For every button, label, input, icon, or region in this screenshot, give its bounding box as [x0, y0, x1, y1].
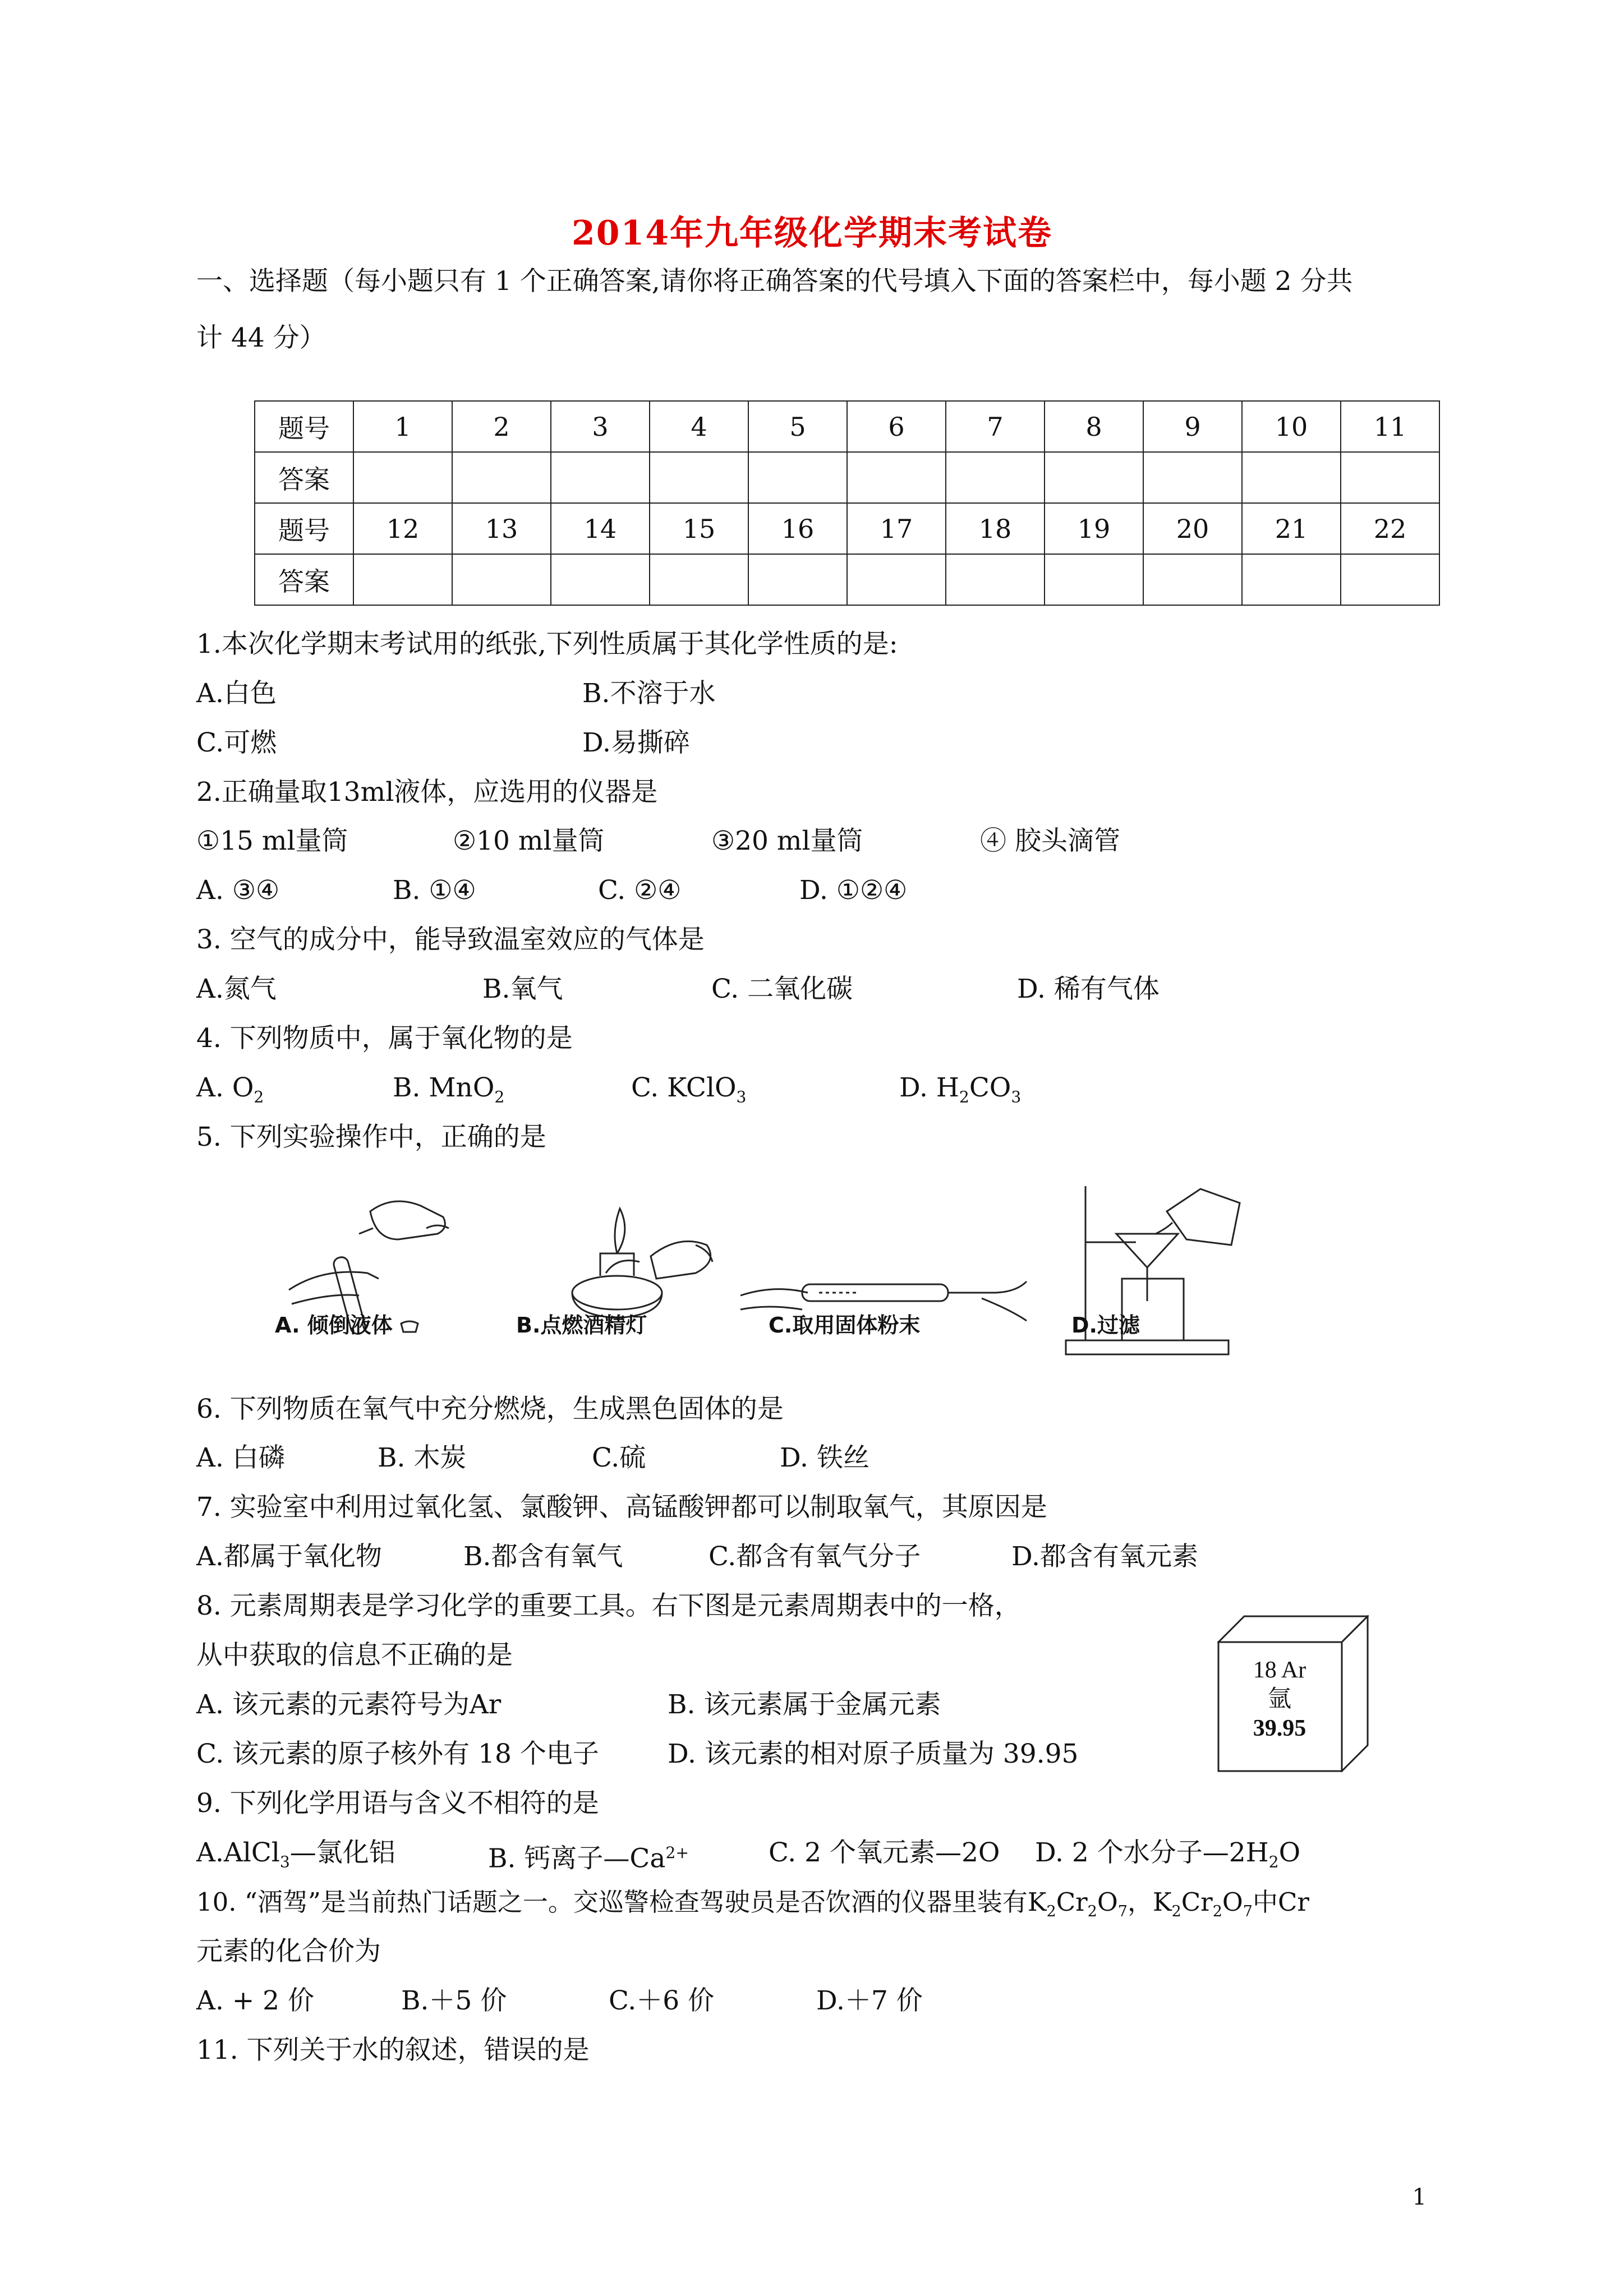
q10-text: O [1097, 1887, 1118, 1917]
periodic-table-cell [1217, 1615, 1369, 1772]
answer-cell[interactable] [1045, 452, 1143, 503]
q2-option-a: A. ③④ [196, 875, 280, 906]
q1-option-a: A.白色 [196, 678, 277, 709]
question-number-cell: 20 [1143, 503, 1242, 554]
answer-cell[interactable] [847, 554, 946, 605]
q4-d-sub1: 2 [959, 1087, 969, 1106]
q2-option-b: B. ①④ [393, 875, 476, 906]
q4-option-d [899, 1071, 1021, 1114]
q10-text: O [1222, 1887, 1243, 1917]
q9-d-post: O [1278, 1837, 1301, 1868]
answer-cell[interactable] [1341, 554, 1439, 605]
question-number-cell: 15 [650, 503, 748, 554]
q5-label-c: C.取用固体粉末 [769, 1313, 921, 1338]
question-number-cell: 18 [946, 503, 1045, 554]
question-4-stem: 4. 下列物质中，属于氧化物的是 [196, 1023, 573, 1054]
q4-option-a [196, 1071, 264, 1114]
table-row [255, 503, 1439, 554]
q2-item-2: ②10 ml量筒 [453, 826, 605, 856]
question-6-stem: 6. 下列物质在氧气中充分燃烧，生成黑色固体的是 [196, 1394, 784, 1424]
question-number-cell: 9 [1143, 401, 1242, 452]
q2-option-d: D. ①②④ [799, 875, 908, 906]
q10-sub: 2 [1087, 1903, 1097, 1920]
table-row [255, 401, 1439, 452]
question-10-stem-line2: 元素的化合价为 [196, 1936, 381, 1967]
q6-option-d: D. 铁丝 [780, 1442, 869, 1473]
answer-cell[interactable] [650, 452, 748, 503]
alcohol-lamp-icon [572, 1209, 712, 1318]
q4-d-mid: CO [969, 1072, 1011, 1103]
row-label-question: 题号 [255, 503, 353, 554]
q1-option-b: B.不溶于水 [582, 678, 716, 709]
q5-label-d: D.过滤 [1071, 1313, 1140, 1338]
answer-cell[interactable] [1143, 554, 1242, 605]
question-10-stem-line1 [196, 1885, 1309, 1929]
answer-cell[interactable] [551, 452, 650, 503]
element-cell-text [1217, 1656, 1342, 1743]
q7-option-c: C.都含有氧气分子 [709, 1541, 921, 1572]
q10-text-end: 中Cr [1252, 1887, 1309, 1917]
q10-text: Cr [1056, 1887, 1088, 1917]
question-1-stem: 1.本次化学期末考试用的纸张,下列性质属于其化学性质的是: [196, 629, 898, 660]
element-atomic-mass: 39.95 [1253, 1716, 1306, 1741]
q7-option-b: B.都含有氧气 [463, 1541, 623, 1572]
answer-cell[interactable] [847, 452, 946, 503]
q2-item-1: ①15 ml量筒 [196, 826, 348, 856]
question-number-cell: 22 [1341, 503, 1439, 554]
question-7-stem: 7. 实验室中利用过氧化氢、氯酸钾、高锰酸钾都可以制取氧气，其原因是 [196, 1492, 1047, 1523]
q2-option-c: C. ②④ [598, 875, 682, 906]
q9-option-c: C. 2 个氧元素—2O [769, 1837, 1000, 1868]
answer-cell[interactable] [1242, 554, 1341, 605]
q9-d-sub: 2 [1268, 1852, 1279, 1871]
q10-option-c: C.＋6 价 [609, 1985, 715, 2016]
answer-cell[interactable] [452, 452, 551, 503]
q10-sub: 7 [1243, 1903, 1253, 1920]
question-number-cell: 3 [551, 401, 650, 452]
q10-text: Cr [1181, 1887, 1213, 1917]
question-number-cell: 7 [946, 401, 1045, 452]
q4-a-sub: 2 [254, 1087, 264, 1106]
question-8-stem-line1: 8. 元素周期表是学习化学的重要工具。右下图是元素周期表中的一格， [196, 1590, 1021, 1621]
q3-option-a: A.氮气 [196, 974, 277, 1004]
element-name: 氩 [1267, 1686, 1291, 1712]
q9-a-text: A.AlCl [196, 1837, 280, 1868]
answer-table [254, 400, 1440, 606]
q6-option-a: A. 白磷 [196, 1442, 285, 1473]
answer-cell[interactable] [452, 554, 551, 605]
q4-option-c [631, 1071, 746, 1114]
q8-option-d: D. 该元素的相对原子质量为 39.95 [668, 1739, 1079, 1769]
q9-b-sup: 2+ [665, 1843, 689, 1862]
q4-a-text: A. O [196, 1072, 254, 1103]
q4-d-text: D. H [899, 1072, 959, 1103]
question-number-cell: 5 [748, 401, 847, 452]
question-number-cell: 2 [452, 401, 551, 452]
question-number-cell: 16 [748, 503, 847, 554]
question-number-cell: 10 [1242, 401, 1341, 452]
q8-option-b: B. 该元素属于金属元素 [668, 1689, 941, 1720]
q6-option-b: B. 木炭 [378, 1442, 467, 1473]
q10-sub: 2 [1046, 1903, 1056, 1920]
q7-option-a: A.都属于氧化物 [196, 1541, 382, 1572]
answer-cell[interactable] [1045, 554, 1143, 605]
q9-a-post: —氯化铝 [289, 1837, 395, 1868]
q9-option-b [488, 1836, 689, 1876]
question-number-cell: 1 [353, 401, 452, 452]
question-number-cell: 21 [1242, 503, 1341, 554]
q9-option-d [1035, 1836, 1300, 1879]
question-2-stem: 2.正确量取13ml液体，应选用的仪器是 [196, 777, 658, 808]
answer-cell[interactable] [650, 554, 748, 605]
question-number-cell: 17 [847, 503, 946, 554]
q8-option-a: A. 该元素的元素符号为Ar [196, 1689, 502, 1720]
table-row [255, 554, 1439, 605]
q3-option-b: B.氧气 [482, 974, 563, 1004]
question-8-stem-line2: 从中获取的信息不正确的是 [196, 1640, 513, 1671]
question-number-cell: 14 [551, 503, 650, 554]
q10-option-b: B.＋5 价 [401, 1985, 507, 2016]
q9-option-a [196, 1836, 395, 1879]
q6-option-c: C.硫 [592, 1442, 646, 1473]
question-11-stem: 11. 下列关于水的叙述，错误的是 [196, 2035, 590, 2066]
q3-option-d: D. 稀有气体 [1017, 974, 1160, 1004]
answer-cell[interactable] [1143, 452, 1242, 503]
q7-option-d: D.都含有氧元素 [1011, 1541, 1198, 1572]
q1-option-d: D.易撕碎 [582, 727, 690, 758]
question-number-cell: 11 [1341, 401, 1439, 452]
row-label-answer: 答案 [255, 554, 353, 605]
page-title: 2014年九年级化学期末考试卷 [572, 214, 1052, 253]
answer-cell[interactable] [353, 452, 452, 503]
question-number-cell: 6 [847, 401, 946, 452]
q5-label-a: A. 倾倒液体 [275, 1313, 393, 1338]
answer-cell[interactable] [946, 452, 1045, 503]
element-number-symbol: 18 Ar [1253, 1657, 1306, 1683]
answer-cell[interactable] [946, 554, 1045, 605]
q1-option-c: C.可燃 [196, 727, 277, 758]
question-5-stem: 5. 下列实验操作中，正确的是 [196, 1122, 546, 1152]
q10-text-1: 10. “酒驾”是当前热门话题之一。交巡警检查驾驶员是否饮酒的仪器里装有K [196, 1887, 1047, 1917]
row-label-answer: 答案 [255, 452, 353, 503]
q10-sub: 2 [1171, 1903, 1181, 1920]
answer-cell[interactable] [748, 554, 847, 605]
q10-sub: 7 [1117, 1903, 1128, 1920]
row-label-question: 题号 [255, 401, 353, 452]
q10-option-a: A. + 2 价 [196, 1985, 314, 2016]
page-number: 1 [1412, 2184, 1427, 2210]
q10-option-d: D.＋7 价 [816, 1985, 923, 2016]
q8-option-c: C. 该元素的原子核外有 18 个电子 [196, 1739, 599, 1769]
q10-sub: 2 [1212, 1903, 1222, 1920]
table-row [255, 452, 1439, 503]
q3-option-c: C. 二氧化碳 [711, 974, 853, 1004]
section-instructions-line1: 一、选择题（每小题只有 1 个正确答案,请你将正确答案的代号填入下面的答案栏中，每小题 2 分共 [196, 266, 1353, 297]
q9-a-sub: 3 [279, 1852, 290, 1871]
q4-c-text: C. KClO [631, 1072, 737, 1103]
question-3-stem: 3. 空气的成分中，能导致温室效应的气体是 [196, 924, 705, 955]
q2-item-3: ③20 ml量筒 [711, 826, 863, 856]
answer-cell[interactable] [1242, 452, 1341, 503]
question-number-cell: 19 [1045, 503, 1143, 554]
q4-d-sub2: 3 [1011, 1087, 1022, 1106]
question-number-cell: 4 [650, 401, 748, 452]
question-number-cell: 13 [452, 503, 551, 554]
q9-b-text: B. 钙离子—Ca [488, 1843, 666, 1874]
answer-cell[interactable] [353, 554, 452, 605]
q10-text: ，K [1127, 1887, 1172, 1917]
q9-d-text: D. 2 个水分子—2H [1035, 1837, 1269, 1868]
q4-c-sub: 3 [736, 1087, 747, 1106]
question-number-cell: 8 [1045, 401, 1143, 452]
section-instructions-line2: 计 44 分） [196, 322, 326, 353]
q4-b-sub: 2 [494, 1087, 505, 1106]
question-9-stem: 9. 下列化学用语与含义不相符的是 [196, 1788, 599, 1819]
q5-label-b: B.点燃酒精灯 [516, 1313, 647, 1338]
question-number-cell: 12 [353, 503, 452, 554]
answer-cell[interactable] [748, 452, 847, 503]
q2-item-4: ④ 胶头滴管 [980, 826, 1120, 856]
answer-cell[interactable] [551, 554, 650, 605]
q4-b-text: B. MnO [393, 1072, 495, 1103]
answer-cell[interactable] [1341, 452, 1439, 503]
q4-option-b [393, 1071, 504, 1114]
